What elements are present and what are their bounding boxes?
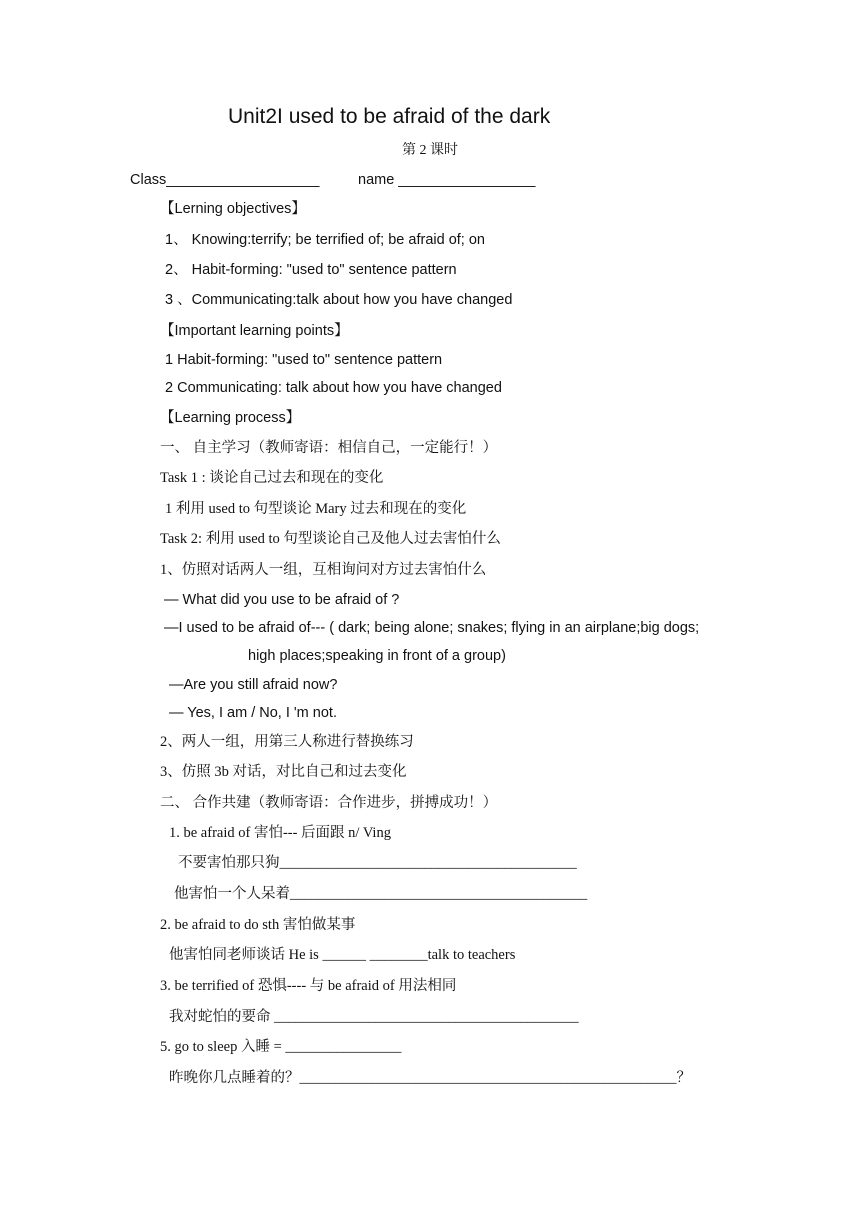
exercise-line: 昨晚你几点睡着的？____________________________________________________？: [169, 1070, 691, 1086]
task-two-item: 2、两人一组，用第三人称进行替换练习: [160, 734, 414, 750]
task-two: Task 2: 利用 used to 句型谈论自己及他人过去害怕什么: [160, 531, 501, 547]
important-item: 1 Habit-forming: "used to" sentence pattern: [165, 352, 443, 368]
objective-item: 3 、Communicating:talk about how you have changed: [165, 292, 513, 308]
exercise-line: 我对蛇怕的要命 __________________________________________: [169, 1009, 579, 1025]
exercise-line: 他害怕同老师谈话 He is ______ ________talk to teachers: [169, 947, 516, 963]
dialog-line: — Yes, I am / No, I 'm not.: [169, 705, 337, 721]
point-three: 3. be terrified of 恐惧---- 与 be afraid of 用法相同: [160, 978, 457, 994]
important-item: 2 Communicating: talk about how you have changed: [165, 380, 502, 396]
dialog-line-continued: high places;speaking in front of a group): [248, 648, 506, 664]
dialog-line: — What did you use to be afraid of ?: [164, 592, 400, 608]
objectives-heading: 【Lerning objectives】: [160, 201, 306, 217]
task-one-item: 1 利用 used to 句型谈论 Mary 过去和现在的变化: [165, 501, 467, 517]
doc-title: Unit2I used to be afraid of the dark: [228, 105, 551, 128]
doc-subtitle: 第 2 课时: [402, 143, 458, 158]
task-two-item: 3、仿照 3b 对话，对比自己和过去变化: [160, 764, 407, 780]
exercise-line: 他害怕一个人呆着_________________________________________: [174, 886, 588, 902]
point-one: 1. be afraid of 害怕--- 后面跟 n/ Ving: [169, 825, 391, 841]
section-two-heading: 二、 合作共建（教师寄语：合作进步，拼搏成功！）: [160, 795, 498, 811]
task-one: Task 1 : 谈论自己过去和现在的变化: [160, 470, 384, 486]
exercise-line: 不要害怕那只狗_________________________________________: [178, 855, 577, 871]
objective-item: 2、 Habit-forming: "used to" sentence pattern: [165, 262, 457, 278]
section-one-heading: 一、 自主学习（教师寄语：相信自己，一定能行！）: [160, 440, 498, 456]
task-two-item: 1、仿照对话两人一组，互相询问对方过去害怕什么: [160, 562, 487, 578]
dialog-line: —Are you still afraid now?: [169, 677, 338, 693]
point-two: 2. be afraid to do sth 害怕做某事: [160, 917, 356, 933]
objective-item: 1、 Knowing:terrify; be terrified of; be afraid of; on: [165, 232, 485, 248]
process-heading: 【Learning process】: [160, 410, 301, 426]
point-five: 5. go to sleep 入睡 = ________________: [160, 1039, 402, 1055]
dialog-line: —I used to be afraid of--- ( dark; being alone; snakes; flying in an airplane;big dogs;: [164, 620, 700, 636]
important-heading: 【Important learning points】: [160, 323, 349, 339]
class-field-label: Class___________________: [130, 172, 320, 188]
name-field-label: name _________________: [358, 172, 536, 188]
